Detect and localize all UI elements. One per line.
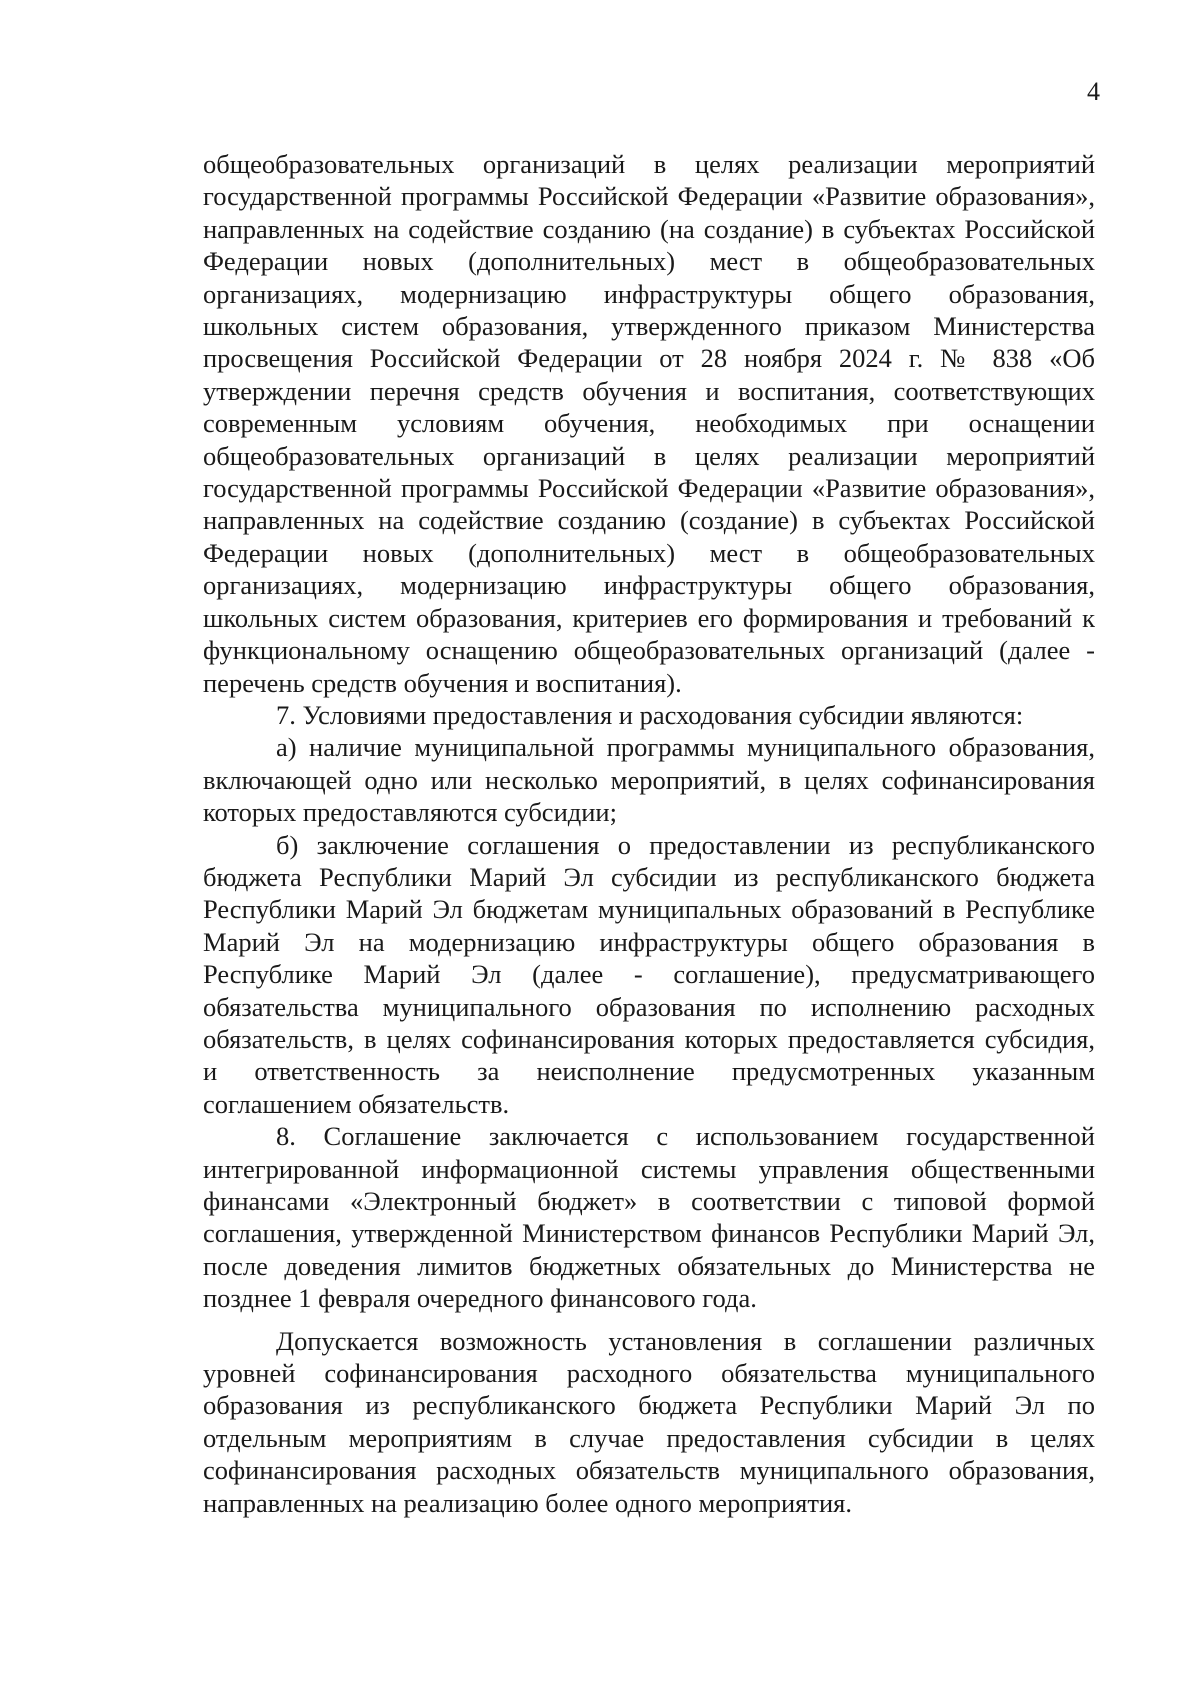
paragraph-item-8: 8. Соглашение заключается с использованием государственной интегрированной информационной системы управления общественными финансами «Электронный бюджет» в соответствии с типовой формой соглашения, утвержденной Министерством финансов Республики Марий Эл, после доведения лимитов бюджетных обязательных до Министерства не позднее 1 февраля очередного финансового года. bbox=[203, 1121, 1095, 1314]
paragraph-item-7: 7. Условиями предоставления и расходования субсидии являются: bbox=[276, 699, 1024, 730]
paragraph-cofinancing: Допускается возможность установления в соглашении различных уровней софинансирования расходного обязательства муниципального образования из республиканского бюджета Республики Марий Эл по отдельным мероприятиям в случае предоставления субсидии в целях софинансирования расходных обязательств муниципального образования, направленных на реализацию более одного мероприятия. bbox=[203, 1325, 1095, 1518]
paragraph-subitem-b: б) заключение соглашения о предоставлении из республиканского бюджета Республики Марий Эл субсидии из республиканского бюджета Республики Марий Эл бюджетам муниципальных образований в Республике Марий Эл на модернизацию инфраструктуры общего образования в Республике Марий Эл (далее - соглашение), предусматривающего обязательства муниципального образования по исполнению расходных обязательств, в целях софинансирования которых предоставляется субсидия, и ответственность за неисполнение предусмотренных указанным соглашением обязательств. bbox=[203, 829, 1095, 1119]
paragraph-subitem-a: а) наличие муниципальной программы муниципального образования, включающей одно или несколько мероприятий, в целях софинансирования которых предоставляются субсидии; bbox=[203, 732, 1095, 828]
paragraph-continuation: общеобразовательных организаций в целях реализации мероприятий государственной программы Российской Федерации «Развитие образования», направленных на содействие созданию (на создание) в субъектах Российской Федерации новых (дополнительных) мест в общеобразовательных организациях, модернизацию инфраструктуры общего образования, школьных систем образования, утвержденного приказом Министерства просвещения Российской Федерации от 28 ноября 2024 г. № 838 «Об утверждении перечня средств обучения и воспитания, соответствующих современным условиям обучения, необходимых при оснащении общеобразовательных организаций в целях реализации мероприятий государственной программы Российской Федерации «Развитие образования», направленных на содействие созданию (создание) в субъектах Российской Федерации новых (дополнительных) мест в общеобразовательных организациях, модернизацию инфраструктуры общего образования, школьных систем образования, критериев его формирования и требований к функциональному оснащению общеобразовательных организаций (далее - перечень средств обучения и воспитания). bbox=[203, 149, 1095, 698]
document-body bbox=[203, 148, 1095, 1519]
page-number: 4 bbox=[1087, 77, 1100, 106]
